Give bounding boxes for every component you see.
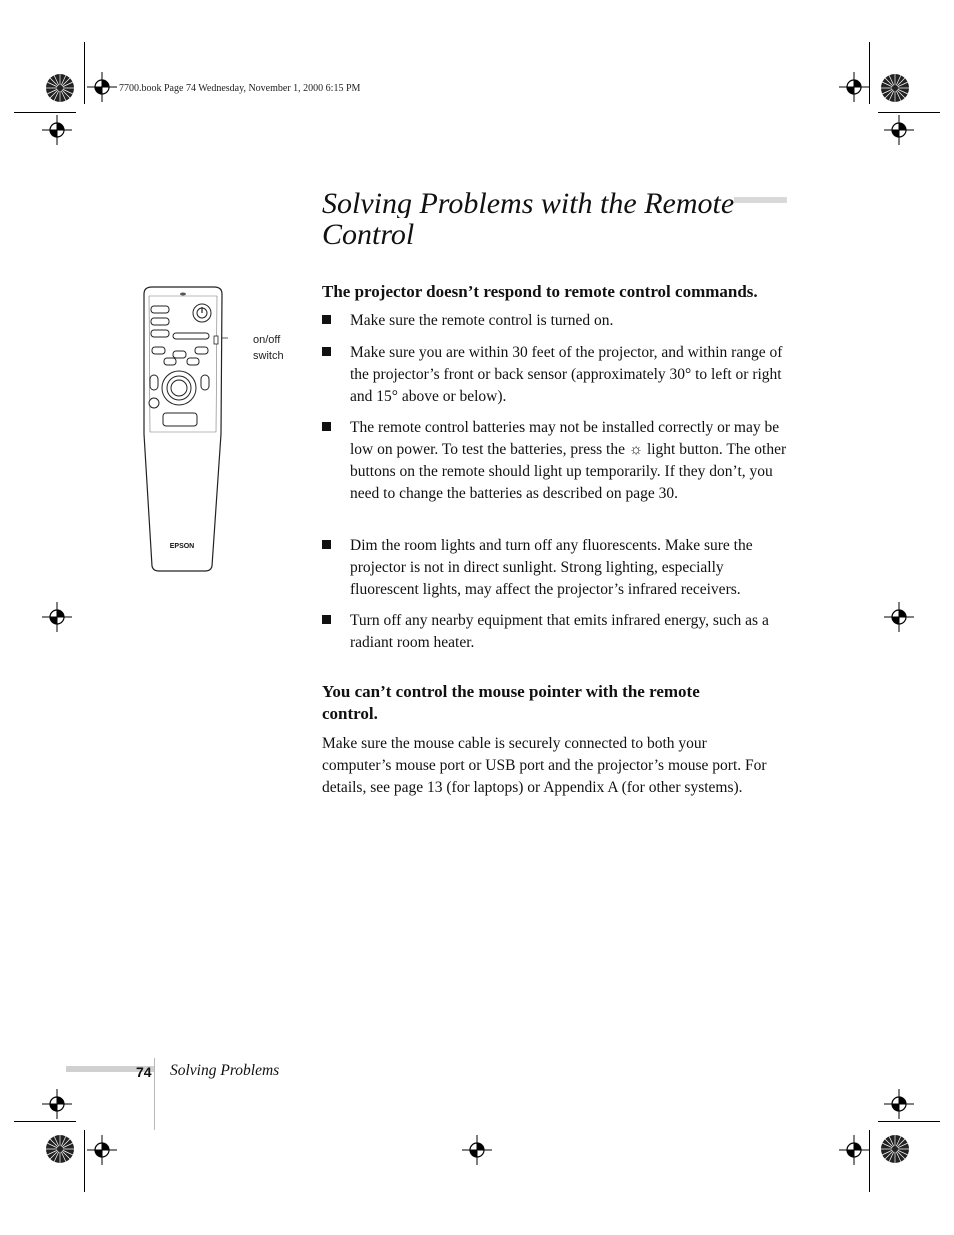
crop-mark <box>84 1130 85 1192</box>
list-item-text: Dim the room lights and turn off any fluorescents. Make sure the projector is not in direct sunlight. Strong lighting, especially fluorescent lights, may affect the projector’s infrared receivers. <box>350 537 753 598</box>
star-target-icon <box>880 1134 910 1164</box>
crop-mark <box>84 42 85 104</box>
star-target-icon <box>880 73 910 103</box>
registration-mark-icon <box>839 72 869 102</box>
list-item-text: Turn off any nearby equipment that emits infrared energy, such as a radiant room heater. <box>350 612 769 651</box>
bullet-square-icon <box>322 422 331 431</box>
registration-mark-icon <box>462 1135 492 1165</box>
section-heading-no-response: The projector doesn’t respond to remote control commands. <box>322 282 758 301</box>
section-body-text: Make sure the mouse cable is securely connected to both your computer’s mouse port or USB port and the projector’s mouse port. For details, see page 13 (for laptops) or Appendix A (for other systems). <box>322 735 767 796</box>
remote-control-illustration <box>138 284 228 574</box>
page-title-text: Solving Problems with the Remote Control <box>322 187 735 251</box>
list-item <box>322 610 792 654</box>
on-off-switch-callout <box>253 332 284 364</box>
star-target-icon <box>45 1134 75 1164</box>
crop-mark <box>878 112 940 113</box>
bullet-square-icon <box>322 615 331 624</box>
star-target-icon <box>45 73 75 103</box>
registration-mark-icon <box>884 602 914 632</box>
list-item-text: Make sure you are within 30 feet of the projector, and within range of the projector’s front or back sensor (approximately 30° to left or right and 15° above or below). <box>350 344 783 405</box>
list-item <box>322 342 792 408</box>
registration-mark-icon <box>87 1135 117 1165</box>
list-item <box>322 310 792 332</box>
registration-mark-icon <box>42 602 72 632</box>
callout-line: switch <box>253 350 284 362</box>
print-slug: 7700.book Page 74 Wednesday, November 1, 2000 6:15 PM <box>119 83 361 94</box>
registration-mark-icon <box>884 115 914 145</box>
callout-line: on/off <box>253 334 281 346</box>
list-item <box>322 417 792 505</box>
crop-mark <box>14 1121 76 1122</box>
bullet-square-icon <box>322 347 331 356</box>
running-head: Solving Problems <box>170 1062 280 1079</box>
registration-mark-icon <box>884 1089 914 1119</box>
list-item <box>322 535 792 601</box>
footer-rule <box>154 1058 155 1130</box>
page-number: 74 <box>136 1064 152 1080</box>
remote-brand-label: EPSON <box>169 543 195 550</box>
list-item-text: The remote control batteries may not be installed correctly or may be low on power. To test the batteries, press the ☼ light button. The other buttons on the remote should light up temporarily. If they don’t, you need to change the batteries as described on page 30. <box>350 419 787 502</box>
crop-mark <box>869 1130 870 1192</box>
crop-mark <box>14 112 76 113</box>
bullet-square-icon <box>322 540 331 549</box>
crop-mark <box>878 1121 940 1122</box>
registration-mark-icon <box>42 1089 72 1119</box>
registration-mark-icon <box>42 115 72 145</box>
registration-mark-icon <box>839 1135 869 1165</box>
page-title <box>322 188 762 250</box>
bullet-square-icon <box>322 315 331 324</box>
registration-mark-icon <box>87 72 117 102</box>
list-item-text: Make sure the remote control is turned on. <box>350 312 614 329</box>
crop-mark <box>869 42 870 104</box>
section-heading-mouse-pointer: You can’t control the mouse pointer with the remote control. <box>322 682 700 723</box>
